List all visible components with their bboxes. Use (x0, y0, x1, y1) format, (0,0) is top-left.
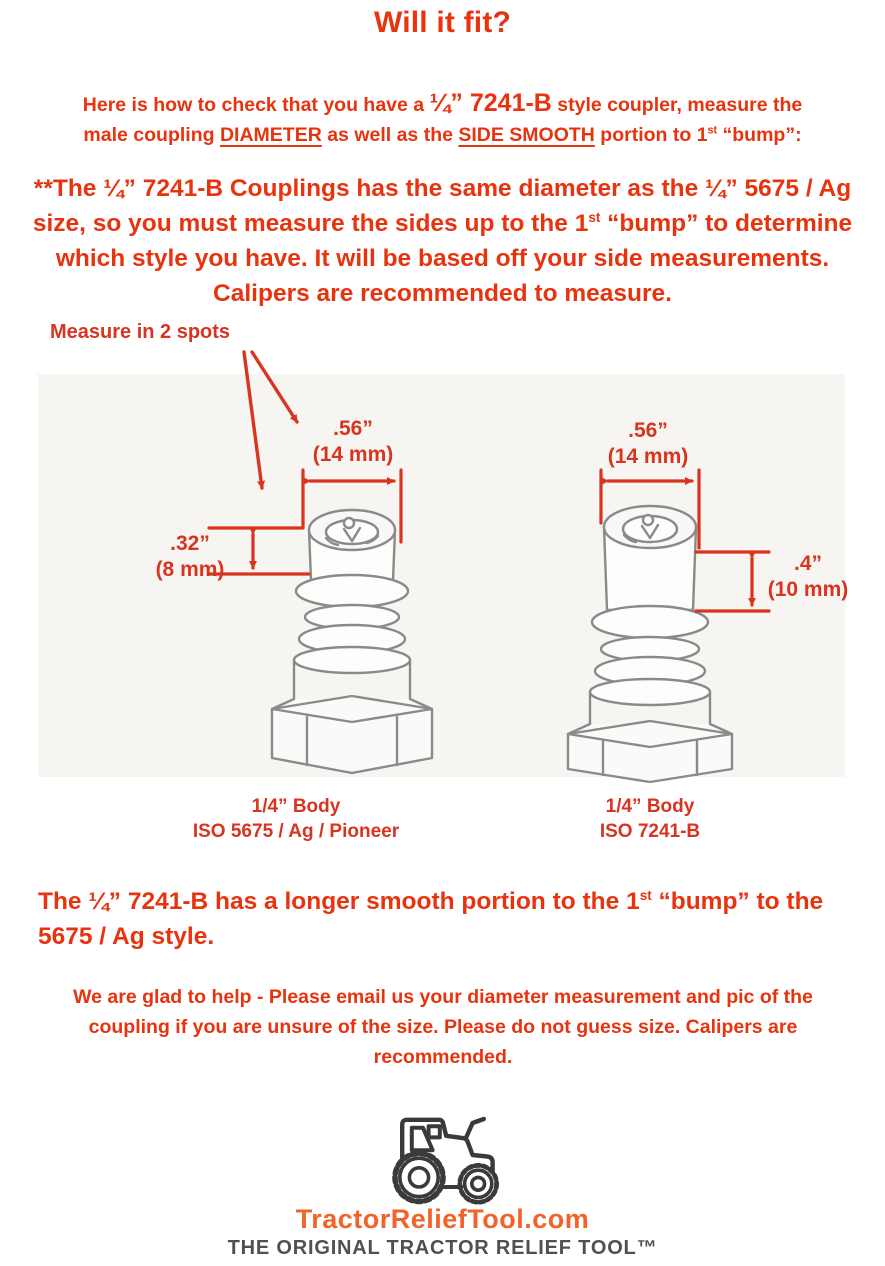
left-side-label: .32” (8 mm) (155, 532, 225, 581)
left-coupler-drawing (272, 510, 432, 773)
note-line-2: size, so you must measure the sides up to the 1st “bump” to determine (32, 209, 853, 237)
brand-tagline: THE ORIGINAL TRACTOR RELIEF TOOL™ (227, 1237, 658, 1259)
conclusion-line-2: 5675 / Ag style. (38, 923, 215, 950)
intro-paragraph (0, 88, 885, 150)
coupler-size-text: ¼” 7241-B (429, 89, 552, 117)
note-line-4: Calipers are recommended to measure. (213, 280, 672, 307)
measure-in-2-spots-label: Measure in 2 spots (50, 321, 231, 343)
left-coupler-caption: 1/4” Body ISO 5675 / Ag / Pioneer (192, 796, 400, 842)
conclusion-paragraph (38, 884, 860, 954)
help-line-1: We are glad to help - Please email us your diameter measurement and pic of the (73, 986, 813, 1008)
conclusion-line-1: The ¼” 7241-B has a longer smooth portion to the 1st “bump” to the (38, 887, 824, 915)
guide-arrow-diagonal (252, 352, 297, 422)
note-line-3: which style you have. It will be based off your side measurements. (55, 245, 830, 272)
intro-line-2: male coupling DIAMETER as well as the SIDE SMOOTH portion to 1st “bump”: (83, 124, 802, 146)
help-line-3: recommended. (373, 1046, 513, 1068)
side-smooth-underlined: SIDE SMOOTH (458, 124, 595, 146)
right-width-label: .56” (14 mm) (607, 419, 689, 468)
right-coupler-caption: 1/4” Body ISO 7241-B (599, 796, 701, 842)
note-line-1: **The ¼” 7241-B Couplings has the same diameter as the ¼” 5675 / Ag (33, 175, 852, 202)
right-side-label: .4” (10 mm) (767, 552, 849, 601)
left-width-label: .56” (14 mm) (312, 417, 394, 466)
tractor-icon (383, 1110, 503, 1208)
note-paragraph (0, 171, 885, 311)
right-coupler-drawing (568, 506, 732, 782)
diameter-underlined: DIAMETER (219, 124, 322, 146)
guide-arrow-down (244, 352, 262, 488)
help-paragraph (28, 982, 858, 1072)
page-title: Will it fit? (373, 6, 512, 39)
help-line-2: coupling if you are unsure of the size. Please do not guess size. Calipers are (88, 1016, 798, 1038)
brand-wordmark: TractorReliefTool.com (295, 1204, 590, 1234)
intro-line-1: Here is how to check that you have a ¼” 7241-B style coupler, measure the (82, 89, 803, 117)
